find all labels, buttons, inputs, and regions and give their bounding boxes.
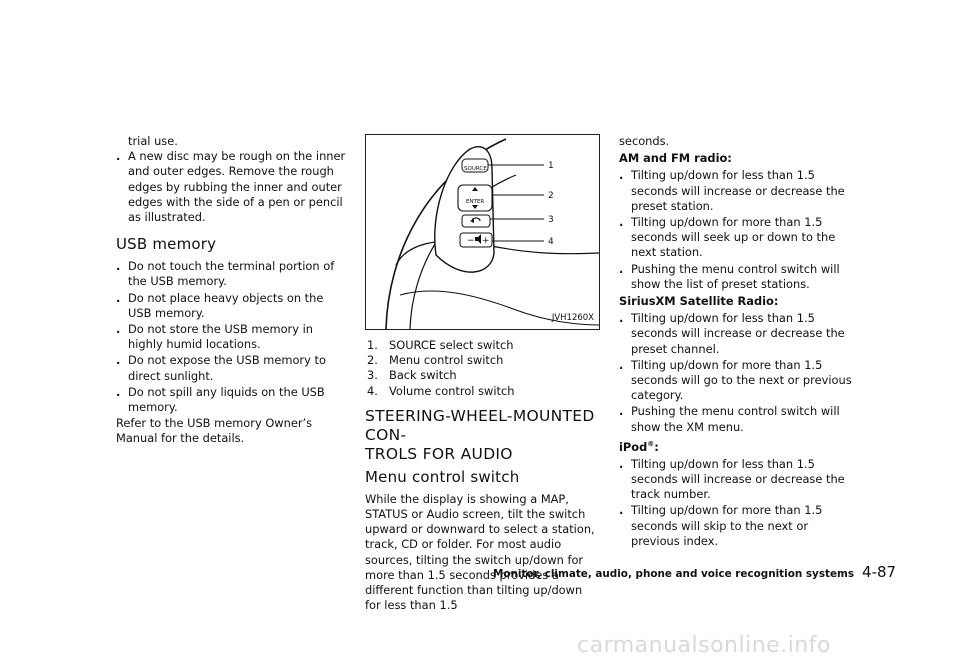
bullet-icon: . xyxy=(619,311,624,326)
bullet-icon: . xyxy=(619,261,624,276)
bullet-icon: . xyxy=(116,290,121,305)
list-item xyxy=(619,262,855,292)
callout-1: 1 xyxy=(548,161,554,171)
list-item-text: Tilting up/down for less than 1.5 seconds will increase or decrease the track number. xyxy=(631,456,845,502)
menu-control-heading: Menu control switch xyxy=(365,467,520,486)
watermark-text: carmanualsonline.info xyxy=(577,633,831,658)
closing-paragraph: Refer to the USB memory Owner’s Manual for the details. xyxy=(116,416,313,446)
list-item xyxy=(116,149,348,225)
bullet-icon: . xyxy=(619,168,624,183)
list-item xyxy=(116,385,348,415)
left-column xyxy=(116,134,348,447)
bullet-icon: . xyxy=(619,503,624,518)
list-item xyxy=(619,457,855,503)
list-item-text: Tilting up/down for more than 1.5 seconds will go to the next or previous category. xyxy=(631,357,852,403)
list-item xyxy=(619,503,855,549)
list-item-text: Tilting up/down for more than 1.5 seconds will seek up or down to the next station. xyxy=(631,215,836,260)
list-item xyxy=(619,404,855,434)
list-item-text: Tilting up/down for less than 1.5 seconds will increase or decrease the preset station. xyxy=(631,168,845,213)
svg-text:+: + xyxy=(482,236,490,246)
item-number: 2. xyxy=(367,353,378,368)
list-item-text: Do not store the USB memory in highly humid locations. xyxy=(128,322,313,352)
figure-id: JVH1260X xyxy=(551,312,594,323)
list-item xyxy=(116,291,348,321)
list-item xyxy=(619,168,855,214)
item-number: 4. xyxy=(367,383,378,398)
section-title xyxy=(365,407,600,464)
bullet-icon: . xyxy=(116,353,121,368)
source-button-label: SOURCE xyxy=(464,166,487,172)
figure-legend xyxy=(365,338,600,399)
list-item xyxy=(116,322,348,352)
list-item-text: Tilting up/down for more than 1.5 seconds will skip to the next or previous index. xyxy=(631,503,823,548)
bullet-icon: . xyxy=(116,259,121,274)
item-text: SOURCE select switch xyxy=(389,338,514,352)
list-item-text: Do not touch the terminal portion of the USB memory. xyxy=(128,259,335,289)
list-item-text: Do not place heavy objects on the USB memory. xyxy=(128,290,324,320)
bullet-icon: . xyxy=(619,404,624,419)
list-item xyxy=(367,353,600,368)
page-footer xyxy=(493,562,897,581)
list-item xyxy=(367,384,600,399)
callout-4: 4 xyxy=(548,237,554,247)
bullet-icon: . xyxy=(116,149,121,164)
middle-column xyxy=(365,134,600,613)
ipod-label-colon: : xyxy=(654,439,659,454)
item-text: Back switch xyxy=(389,368,457,383)
list-item xyxy=(116,259,348,289)
svg-text:−: − xyxy=(467,236,475,246)
list-item-text: A new disc may be rough on the inner and outer edges. Remove the rough edges by rubbing the inner and outer edges with the side of a pen or pencil as illustrated. xyxy=(128,149,346,225)
list-item xyxy=(619,215,855,261)
ipod-label xyxy=(619,437,855,455)
callout-2: 2 xyxy=(548,191,554,201)
steering-switch-figure xyxy=(365,134,600,330)
usb-memory-heading: USB memory xyxy=(116,235,217,254)
right-column xyxy=(619,134,855,550)
siriusxm-label: SiriusXM Satellite Radio: xyxy=(619,294,779,309)
continued-text: seconds. xyxy=(619,134,670,148)
bullet-icon: . xyxy=(619,456,624,471)
item-number: 3. xyxy=(367,368,378,383)
list-item xyxy=(116,353,348,383)
page-number: 4-87 xyxy=(862,563,897,581)
footer-title: Monitor, climate, audio, phone and voice recognition systems xyxy=(493,568,855,580)
list-item xyxy=(619,311,855,357)
bullet-icon: . xyxy=(619,215,624,230)
section-title-line1: STEERING-WHEEL-MOUNTED CON- xyxy=(365,406,595,444)
list-item-text: Do not spill any liquids on the USB memory. xyxy=(128,384,325,415)
item-text: Volume control switch xyxy=(389,383,515,398)
registered-mark: ® xyxy=(647,439,655,448)
item-number: 1. xyxy=(367,338,378,352)
continued-text: trial use. xyxy=(128,134,178,148)
bullet-icon: . xyxy=(116,322,121,337)
list-item xyxy=(367,338,600,353)
list-item-text: Pushing the menu control switch will show the XM menu. xyxy=(631,404,840,434)
list-item xyxy=(619,358,855,404)
enter-button-label: ENTER xyxy=(466,199,485,205)
list-item xyxy=(367,368,600,383)
bullet-icon: . xyxy=(619,357,624,372)
list-item-text: Do not expose the USB memory to direct sunlight. xyxy=(128,353,326,383)
section-title-line2: TROLS FOR AUDIO xyxy=(365,444,513,463)
list-item-text: Pushing the menu control switch will show the list of preset stations. xyxy=(631,261,840,291)
callout-3: 3 xyxy=(548,215,554,225)
item-text: Menu control switch xyxy=(389,353,504,368)
ipod-label-text: iPod xyxy=(619,439,648,454)
body-paragraph: While the display is showing a MAP, STATUS or Audio screen, tilt the switch upward or downward to select a station, track, CD or folder. For most audio sources, tilting the switch up/down for more than 1.5 seconds provides a different function than tilting up/down for less than 1.5 xyxy=(365,491,595,613)
bullet-icon: . xyxy=(116,384,121,399)
am-fm-label: AM and FM radio: xyxy=(619,151,732,166)
list-item-text: Tilting up/down for less than 1.5 seconds will increase or decrease the preset channel. xyxy=(631,311,845,356)
